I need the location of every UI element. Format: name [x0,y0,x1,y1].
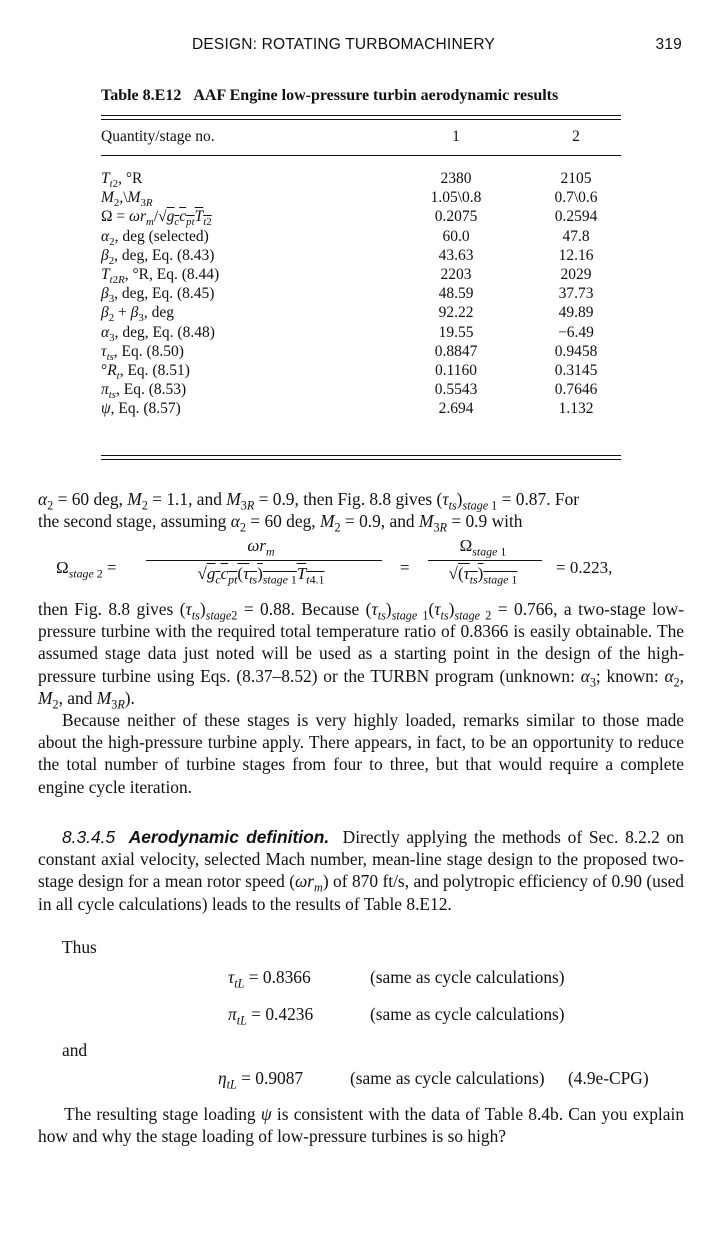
row-quantity: $^\circ R_t$, Eq. (8.51) [101,362,190,383]
table-row [101,170,621,189]
section-number: 8.3.4.5 [62,827,116,847]
equation-tag: (4.9e-CPG) [568,1068,649,1088]
paragraph-stage-two: then Fig. 8.8 gives $(\tau_{ts})_{stage2} = 0.88$. Because $(\tau_{ts})_{stage}$ $_1(\tau_{ts})_{stage}$ $_2$ = 0.766, a two-stage low-pressure turbine with the required total temperature ratio of 0.8366 is easily obtainable. The assumed stage data just noted will be used as a starting point in the design of the high-pressure turbine using Eqs. (8.37–8.52) or the TURBN program (unknown: $\alpha_3$; known: $\alpha_2$, $M_2$, and $M_{3R}$). [38,599,685,712]
table-row [101,304,621,323]
row-quantity: $\beta_3$, deg, Eq. (8.45) [101,285,215,306]
table-row [101,362,621,381]
row-value-stage-2: 0.9458 [554,342,598,360]
table-header-rule [101,155,621,156]
row-quantity: $T_{t2R}$, °R, Eq. (8.44) [101,266,220,287]
fraction-denominator: $√g_cc_{pt}(\tau_{ts})_{stage}$ $_1T_{t4.1}$ [197,564,325,587]
row-quantity: $T_{t2}$, °R [101,170,143,191]
table-top-rule [101,115,621,116]
column-header-stage-2: 2 [572,128,580,145]
table-row [101,343,621,362]
row-value-stage-2: 12.16 [558,246,594,264]
row-value-stage-2: 1.132 [558,400,594,418]
table-row [101,266,621,285]
row-quantity: $\alpha_3$, deg, Eq. (8.48) [101,323,215,344]
row-quantity: $\beta_2 + \beta_3$, deg [101,304,174,325]
equation-eta-tl-note: (same as cycle calculations) [350,1068,545,1088]
fraction-bar [146,560,382,561]
row-value-stage-2: 49.89 [558,304,594,322]
page-number: 319 [655,36,682,53]
fraction-denominator: $√(\tau_{ts})_{stage}$ $_1$ [448,564,518,587]
column-header-stage-1: 1 [452,128,460,145]
row-value-stage-1: 60.0 [442,227,470,245]
table-caption-text: AAF Engine low-pressure turbin aerodynamic results [193,87,559,104]
equation-pi-tl-note: (same as cycle calculations) [370,1004,565,1024]
table-row [101,228,621,247]
row-value-stage-1: 19.55 [438,323,474,341]
row-value-stage-2: 0.7646 [554,381,598,399]
equation-result: = 0.223, [556,558,613,577]
fraction-numerator: $\Omega_{stage}$ $_1$ [459,536,507,559]
row-quantity: $\alpha_2$, deg (selected) [101,227,209,248]
row-quantity: $M_2,\backslash M_{3R}$ [101,189,153,210]
table-caption [101,87,558,105]
row-value-stage-2: 37.73 [558,285,594,303]
equation-omega-stage-2 [56,532,676,594]
table-row [101,381,621,400]
row-value-stage-1: 48.59 [438,285,474,303]
table-row [101,189,621,208]
row-quantity: ψ, Eq. (8.57) [101,400,181,418]
row-value-stage-1: 0.5543 [434,381,478,399]
paragraph-line: $\alpha_2 = 60$ deg, $M_2 = 1.1$, and $M_{3R} = 0.9$, then Fig. 8.8 gives $(\tau_{ts})_{stage}$ $_1$ = 0.87. For [38,489,580,513]
column-header-quantity: Quantity/stage no. [101,128,215,145]
thus-label: Thus [62,937,97,957]
row-value-stage-1: 0.8847 [434,342,478,360]
table-bottom-rule-2 [101,459,621,460]
row-value-stage-1: 0.2075 [434,208,478,226]
row-value-stage-1: 0.1160 [434,362,478,379]
table-label: Table 8.E12 [101,87,182,104]
row-value-stage-2: 2029 [560,266,592,283]
fraction-numerator: $\omega r_m$ [247,536,275,559]
chapter-title: DESIGN: ROTATING TURBOMACHINERY [192,36,496,53]
row-value-stage-1: 2.694 [438,400,474,418]
equation-tau-tl-note: (same as cycle calculations) [370,967,565,987]
row-value-stage-2: 47.8 [562,227,590,245]
equation-eta-tl: $\eta_{tL} = 0.9087$ [218,1068,304,1092]
and-label: and [62,1040,88,1060]
row-value-stage-1: 2203 [440,266,472,283]
row-quantity: $\tau_{ts}$, Eq. (8.50) [101,342,184,363]
paragraph-line: the second stage, assuming $\alpha_2 = 60$ deg, $M_2 = 0.9$, and $M_{3R} = 0.9$ with [38,511,523,535]
row-value-stage-1: 92.22 [438,304,474,322]
fraction-bar [428,560,542,561]
paragraph-remarks: Because neither of these stages is very highly loaded, remarks similar to those made about the high-pressure turbine apply. There appears, in fact, to be an opportunity to reduce the total number of turbine stages from four to three, but that would require a complete engine cycle iteration. [38,710,684,797]
table-row [101,208,621,227]
row-quantity: $\beta_2$, deg, Eq. (8.43) [101,246,215,267]
row-quantity: $\Omega = \omega r_m/√g_cc_{pt}T_{t2}$ [101,208,212,229]
row-value-stage-2: −6.49 [558,323,594,341]
equation-tau-tl: $\tau_{tL} = 0.8366$ [228,967,311,991]
table-row [101,247,621,266]
table-top-rule-2 [101,119,621,120]
row-value-stage-2: 0.3145 [554,362,598,379]
row-value-stage-2: 2105 [560,170,592,187]
row-value-stage-2: 0.2594 [554,208,598,226]
equals-sign: = [400,558,410,577]
row-value-stage-2: 0.7\0.6 [554,189,598,207]
table-bottom-rule [101,455,621,456]
row-quantity: $\pi_{ts}$, Eq. (8.53) [101,381,187,402]
paragraph-stage-loading: The resulting stage loading ψ is consistent with the data of Table 8.4b. Can you explain how and why the stage loading of low-pressure turbines is so high? [38,1104,685,1147]
row-value-stage-1: 43.63 [438,246,474,264]
paragraph-stage-one [38,488,684,535]
row-value-stage-1: 1.05\0.8 [430,189,482,207]
equation-lhs: $\Omega_{stage}$ $_2$ = [56,558,117,581]
table-row [101,285,621,304]
section-aerodynamic-definition: 8.3.4.5 Aerodynamic definition. Directly applying the methods of Sec. 8.2.2 on constant axial velocity, selected Mach number, mean-line stage design to the proposed two-stage design for a mean rotor speed $(\omega r_m)$ of 870 ft/s, and polytropic efficiency of 0.90 (used in all cycle calculations) leads to the results of Table 8.E12. [38,827,684,914]
table-row [101,324,621,343]
row-value-stage-1: 2380 [440,170,472,187]
table-row [101,400,621,419]
section-title: Aerodynamic definition. [128,827,330,847]
equation-pi-tl: $\pi_{tL} = 0.4236$ [228,1004,314,1028]
